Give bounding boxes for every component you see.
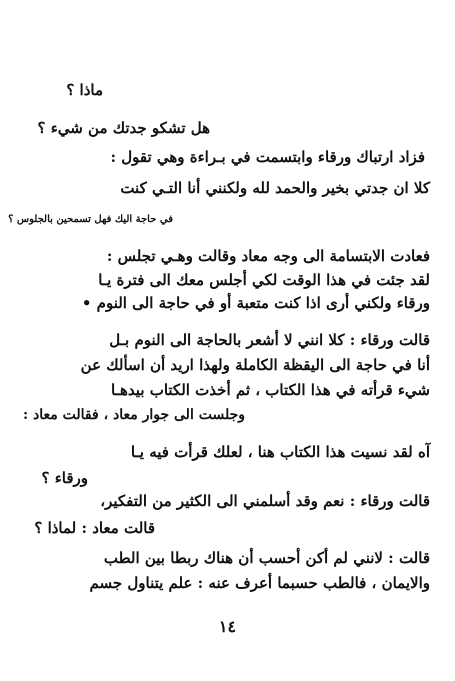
text-line-6: فعادت الابتسامة الى وجه معاد وقالت وهـي تجلس : [106,247,430,265]
text-line-16: قالت معاد : لماذا ؟ [34,519,155,537]
text-line-2: هل تشكو جدتك من شيء ؟ [37,119,210,137]
text-line-9: قالت ورقاء : كلا انني لا أشعر بالحاجة الى النوم بـل [109,331,430,349]
page-number: ١٤ [218,617,237,636]
text-line-4: كلا ان جدتي بخير والحمد لله ولكنني أنا التـي كنت [120,179,430,197]
text-line-8: ورقاء ولكني أرى اذا كنت متعبة أو في حاجة الى النوم • [81,294,430,312]
text-line-17: قالت : لانني لم أكن أحسب أن هناك ربطا بين الطب [103,549,430,567]
text-line-13: آه لقد نسيت هذا الكتاب هنا ، لعلك قرأت فيه يـا [130,443,430,461]
text-line-18: والايمان ، فالطب حسبما أعرف عنه : علم يتناول جسم [89,574,430,592]
text-line-7: لقد جئت في هذا الوقت لكي أجلس معك الى فترة يـا [98,271,430,289]
text-line-3: فزاد ارتباك ورقاء وابتسمت في بـراءة وهي تقول : [110,148,425,166]
text-line-10: أنا في حاجة الى اليقظة الكاملة ولهذا اريد أن اسألك عن [80,356,430,374]
text-line-15: قالت ورقاء : نعم وقد أسلمني الى الكثير من التفكير، [100,492,430,510]
text-line-12: وجلست الى جوار معاد ، فقالت معاد : [22,407,245,423]
text-line-14: ورقاء ؟ [41,469,88,487]
text-line-5: في حاجة اليك فهل تسمحين بالجلوس ؟ [8,214,173,225]
text-line-1: ماذا ؟ [66,81,103,99]
text-line-11: شيء قرأته في هذا الكتاب ، ثم أخذت الكتاب بيدهـا [111,381,430,399]
